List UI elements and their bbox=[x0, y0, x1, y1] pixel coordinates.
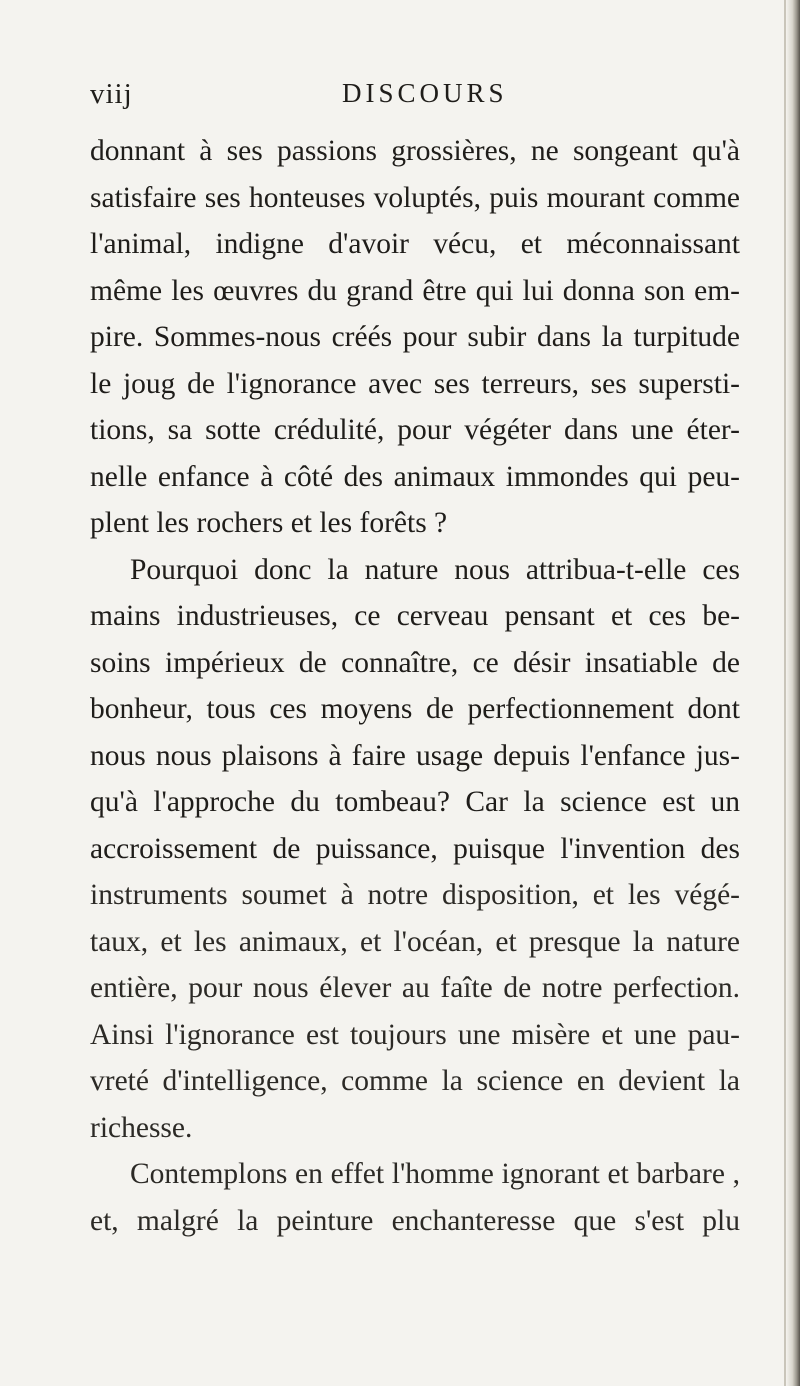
paragraph-start-line: Contemplons en effet l'homme ignorant et barbare , bbox=[130, 1158, 740, 1190]
text-line: vreté d'intelligence, comme la science en devient la bbox=[90, 1065, 740, 1097]
text-line: accroissement de puissance, puisque l'invention des bbox=[90, 832, 740, 865]
text-line: pire. Sommes-nous créés pour subir dans la turpitude bbox=[90, 321, 740, 353]
text-line: tions, sa sotte crédulité, pour végéter dans une éter- bbox=[90, 414, 740, 446]
text-line: l'animal, indigne d'avoir vécu, et méconnaissant bbox=[90, 228, 740, 260]
text-line: nous nous plaisons à faire usage depuis l'enfance jus- bbox=[90, 739, 740, 772]
text-line: entière, pour nous élever au faîte de notre perfection. bbox=[90, 972, 740, 1004]
text-line: même les œuvres du grand être qui lui donna son em- bbox=[90, 274, 740, 307]
text-line: soins impérieux de connaître, ce désir insatiable de bbox=[90, 646, 740, 679]
text-line: donnant à ses passions grossières, ne songeant qu'à bbox=[90, 135, 740, 167]
text-line: richesse. bbox=[90, 1111, 193, 1144]
page-edge-shadow bbox=[786, 0, 800, 1386]
paragraph-start-line: Pourquoi donc la nature nous attribua-t-elle ces bbox=[130, 553, 740, 586]
text-line: mains industrieuses, ce cerveau pensant et ces be- bbox=[90, 600, 740, 632]
text-line: taux, et les animaux, et l'océan, et presque la nature bbox=[90, 925, 740, 958]
page-number: viij bbox=[90, 78, 133, 110]
text-line: satisfaire ses honteuses voluptés, puis mourant comme bbox=[90, 181, 740, 214]
text-line: bonheur, tous ces moyens de perfectionnement dont bbox=[90, 693, 740, 725]
text-line: instruments soumet à notre disposition, et les végé- bbox=[90, 879, 740, 911]
text-line: et, malgré la peinture enchanteresse que s'est plu bbox=[90, 1204, 740, 1237]
text-line: nelle enfance à côté des animaux immondes qui peu- bbox=[90, 460, 740, 493]
text-line: qu'à l'approche du tombeau? Car la science est un bbox=[90, 786, 740, 818]
text-line: le joug de l'ignorance avec ses terreurs, ses supersti- bbox=[90, 367, 740, 400]
body-text bbox=[90, 128, 740, 1244]
running-title: DISCOURS bbox=[342, 78, 508, 108]
text-line: plent les rochers et les forêts ? bbox=[90, 507, 448, 539]
text-line: Ainsi l'ignorance est toujours une misère et une pau- bbox=[90, 1018, 740, 1051]
running-head bbox=[90, 78, 740, 118]
